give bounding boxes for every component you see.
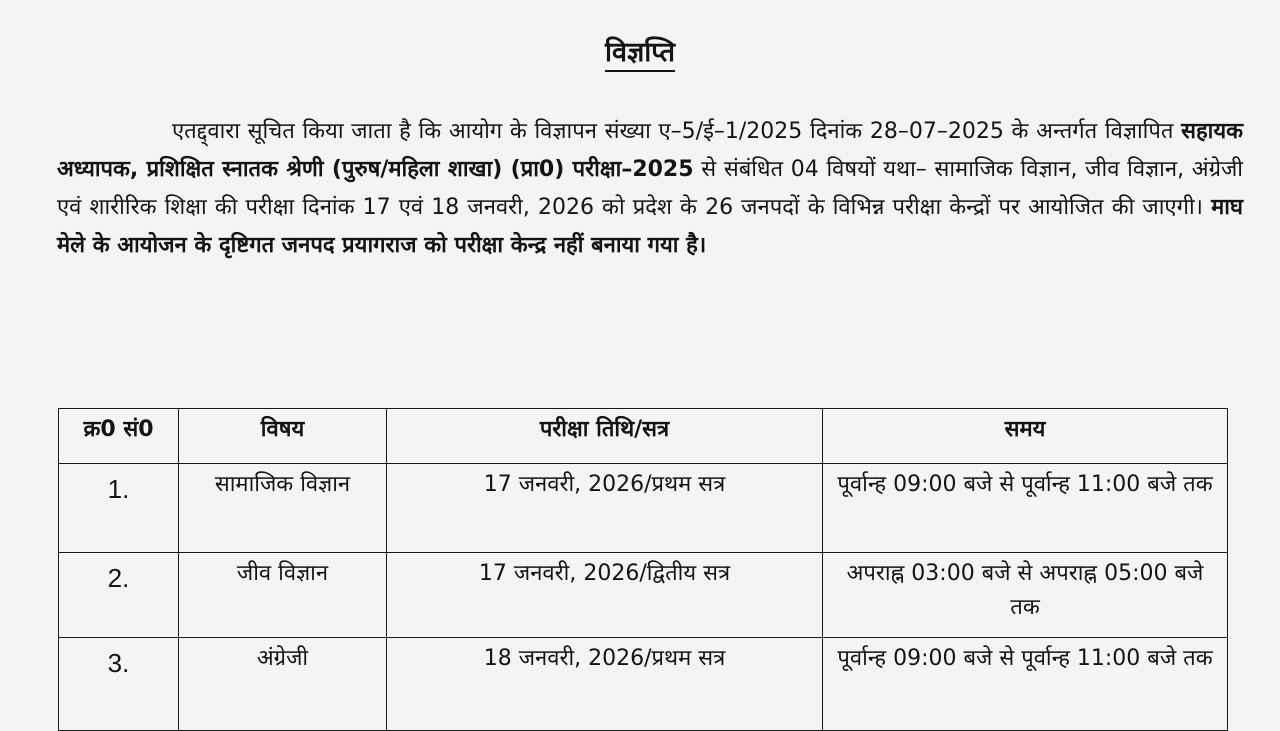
row-serial: 1.: [59, 464, 179, 553]
table-row: [59, 464, 1228, 553]
row-time: पूर्वान्ह 09:00 बजे से पूर्वान्ह 11:00 बजे तक: [823, 638, 1228, 731]
header-date-session: परीक्षा तिथि/सत्र: [387, 409, 823, 464]
row-subject: जीव विज्ञान: [179, 553, 387, 638]
row-serial: 3.: [59, 638, 179, 731]
table-row: [59, 553, 1228, 638]
notice-title-text: विज्ञप्ति: [605, 37, 675, 72]
row-time: अपराह्न 03:00 बजे से अपराह्न 05:00 बजे तक: [823, 553, 1228, 638]
header-subject: विषय: [179, 409, 387, 464]
paragraph-bold-exam-name: सहायक अध्यापक, प्रशिक्षित स्नातक श्रेणी (पुरुष/महिला शाखा) (प्रा0) परीक्षा–2025: [57, 119, 1243, 182]
row-subject: अंग्रेजी: [179, 638, 387, 731]
table-row: [59, 638, 1228, 731]
header-serial: क्र0 सं0: [59, 409, 179, 464]
row-date-session: 17 जनवरी, 2026/प्रथम सत्र: [387, 464, 823, 553]
row-date-session: 17 जनवरी, 2026/द्वितीय सत्र: [387, 553, 823, 638]
paragraph-bold-prayagraj-note: माघ मेले के आयोजन के दृष्टिगत जनपद प्रयागराज को परीक्षा केन्द्र नहीं बनाया गया है।: [57, 195, 1243, 258]
row-date-session: 18 जनवरी, 2026/प्रथम सत्र: [387, 638, 823, 731]
row-time: पूर्वान्ह 09:00 बजे से पूर्वान्ह 11:00 बजे तक: [823, 464, 1228, 553]
paragraph-part-2: से संबंधित 04 विषयों यथा– सामाजिक विज्ञान, जीव विज्ञान, अंग्रेजी एवं शारीरिक शिक्षा की परीक्षा दिनांक 17 एवं 18 जनवरी, 2026 को प्रदेश के 26 जनपदों के विभिन्न परीक्षा केन्द्रों पर आयोजित की जाएगी।: [57, 157, 1244, 220]
table-header-row: [59, 409, 1228, 464]
row-serial: 2.: [59, 553, 179, 638]
notice-paragraph: [57, 113, 1243, 265]
row-subject: सामाजिक विज्ञान: [179, 464, 387, 553]
exam-schedule-table: [58, 408, 1228, 731]
notice-title: [0, 32, 1280, 69]
header-time: समय: [823, 409, 1228, 464]
paragraph-part-1: एतद्द्वारा सूचित किया जाता है कि आयोग के विज्ञापन संख्या ए–5/ई–1/2025 दिनांक 28–07–2025 के अन्तर्गत विज्ञापित: [172, 119, 1182, 144]
